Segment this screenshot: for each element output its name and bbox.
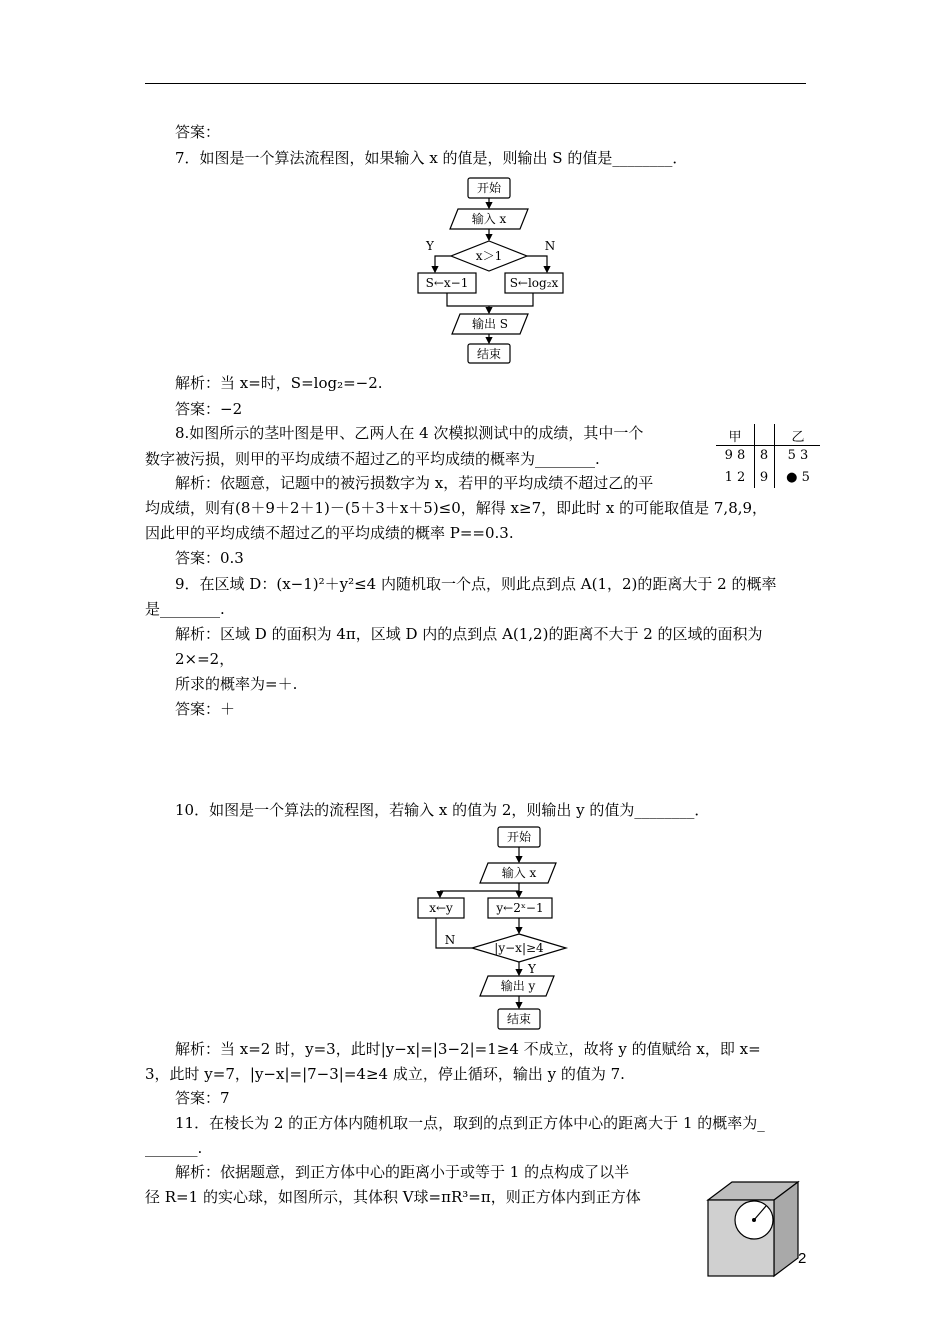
text-line: 解析：区域 D 的面积为 4π，区域 D 内的点到点 A(1,2)的距离不大于 2 的区域的面积为	[175, 625, 763, 643]
stem-r2-a: 1 2	[724, 470, 746, 485]
flow7-cond-label: x＞1	[475, 249, 503, 263]
text-line: 答案：0.3	[175, 549, 244, 567]
text-line: 答案：＋	[175, 700, 236, 718]
text-line: 所求的概率为=＋.	[175, 675, 298, 693]
question-10: 10．如图是一个算法的流程图，若输入 x 的值为 2，则输出 y 的值为________．	[175, 801, 710, 819]
text-line: 3，此时 y=7，|y−x|=|7−3|=4≥4 成立，停止循环，输出 y 的值为 7.	[145, 1065, 625, 1083]
question-9: 9．在区域 D：(x−1)²＋y²≤4 内随机取一个点，则此点到点 A(1，2)的距离大于 2 的概率	[175, 575, 777, 593]
flow7-right-label: S←log₂x	[509, 276, 559, 290]
flow10-start-label: 开始	[506, 830, 532, 844]
text-line: 解析：当 x=时，S=log₂=−2.	[175, 374, 383, 392]
text-line: 答案：7	[175, 1089, 230, 1107]
question-7: 7．如图是一个算法流程图，如果输入 x 的值是，则输出 S 的值是________．	[175, 149, 688, 167]
stem-r2-b: ● 5	[786, 470, 810, 485]
flowchart-q10	[410, 825, 580, 1035]
flow10-no-label: N	[444, 933, 456, 947]
question-11: 11．在棱长为 2 的正方体内随机取一点，取到的点到正方体中心的距离大于 1 的概率为_	[175, 1114, 765, 1132]
text-line: 解析：依据题意，到正方体中心的距离小于或等于 1 的点构成了以半	[175, 1163, 630, 1181]
text-line: 因此甲的平均成绩不超过乙的平均成绩的概率 P==0.3.	[145, 524, 514, 542]
stem-divider-right	[774, 424, 775, 488]
text-line: 答案：−2	[175, 400, 243, 418]
text-line: 是________.	[145, 600, 225, 618]
text-line: 数字被污损，则甲的平均成绩不超过乙的平均成绩的概率为________.	[145, 450, 600, 468]
stem-head-b: 乙	[791, 430, 805, 445]
stem-r2-s: 9	[759, 470, 769, 485]
flow10-end-label: 结束	[506, 1012, 532, 1026]
flow10-calc-label: y←2ˣ−1	[496, 901, 544, 915]
flow7-output-label: 输出 S	[471, 317, 509, 331]
flow10-cond-label: |y−x|≥4	[494, 941, 544, 955]
text-line: _______.	[145, 1139, 203, 1157]
stem-head-a: 甲	[728, 430, 742, 445]
text-line: 均成绩，则有(8＋9＋2＋1)－(5＋3＋x＋5)≤0，解得 x≥7，即此时 x 的可能取值是 7,8,9，	[145, 499, 768, 517]
page-number: 2	[798, 1250, 807, 1267]
text-line: 解析：当 x=2 时，y=3，此时|y−x|=|3−2|=1≥4 不成立，故将 y 的值赋给 x，即 x=	[175, 1040, 761, 1058]
stem-r1-s: 8	[759, 448, 769, 463]
stem-r1-b: 5 3	[787, 448, 809, 463]
text-line: 2×=2，	[175, 650, 235, 668]
question-8: 8.如图所示的茎叶图是甲、乙两人在 4 次模拟测试中的成绩，其中一个	[175, 424, 644, 442]
flowchart-q7	[410, 176, 570, 366]
flow7-yes-label: Y	[426, 239, 434, 253]
text-line: 答案：	[175, 123, 221, 141]
stem-leaf-plot	[716, 424, 820, 488]
text-line: 径 R=1 的实心球，如图所示，其体积 V球=πR³=π，则正方体内到正方体	[145, 1188, 641, 1206]
flow10-yes-label: Y	[528, 962, 536, 976]
flow7-start-label: 开始	[476, 181, 502, 195]
stem-header-rule	[716, 445, 820, 446]
flow7-end-label: 结束	[476, 347, 502, 361]
flow10-input-label: 输入 x	[501, 866, 537, 880]
flow10-assign-label: x←y	[429, 901, 453, 915]
stem-r1-a: 9 8	[724, 448, 746, 463]
cube-with-sphere-figure	[706, 1180, 802, 1280]
flow7-left-label: S←x−1	[425, 276, 469, 290]
flow7-no-label: N	[544, 239, 556, 253]
flow7-input-label: 输入 x	[471, 212, 507, 226]
flow10-output-label: 输出 y	[500, 979, 536, 993]
text-line: 解析：依题意，记题中的被污损数字为 x，若甲的平均成绩不超过乙的平	[175, 474, 654, 492]
header-rule	[145, 83, 806, 84]
